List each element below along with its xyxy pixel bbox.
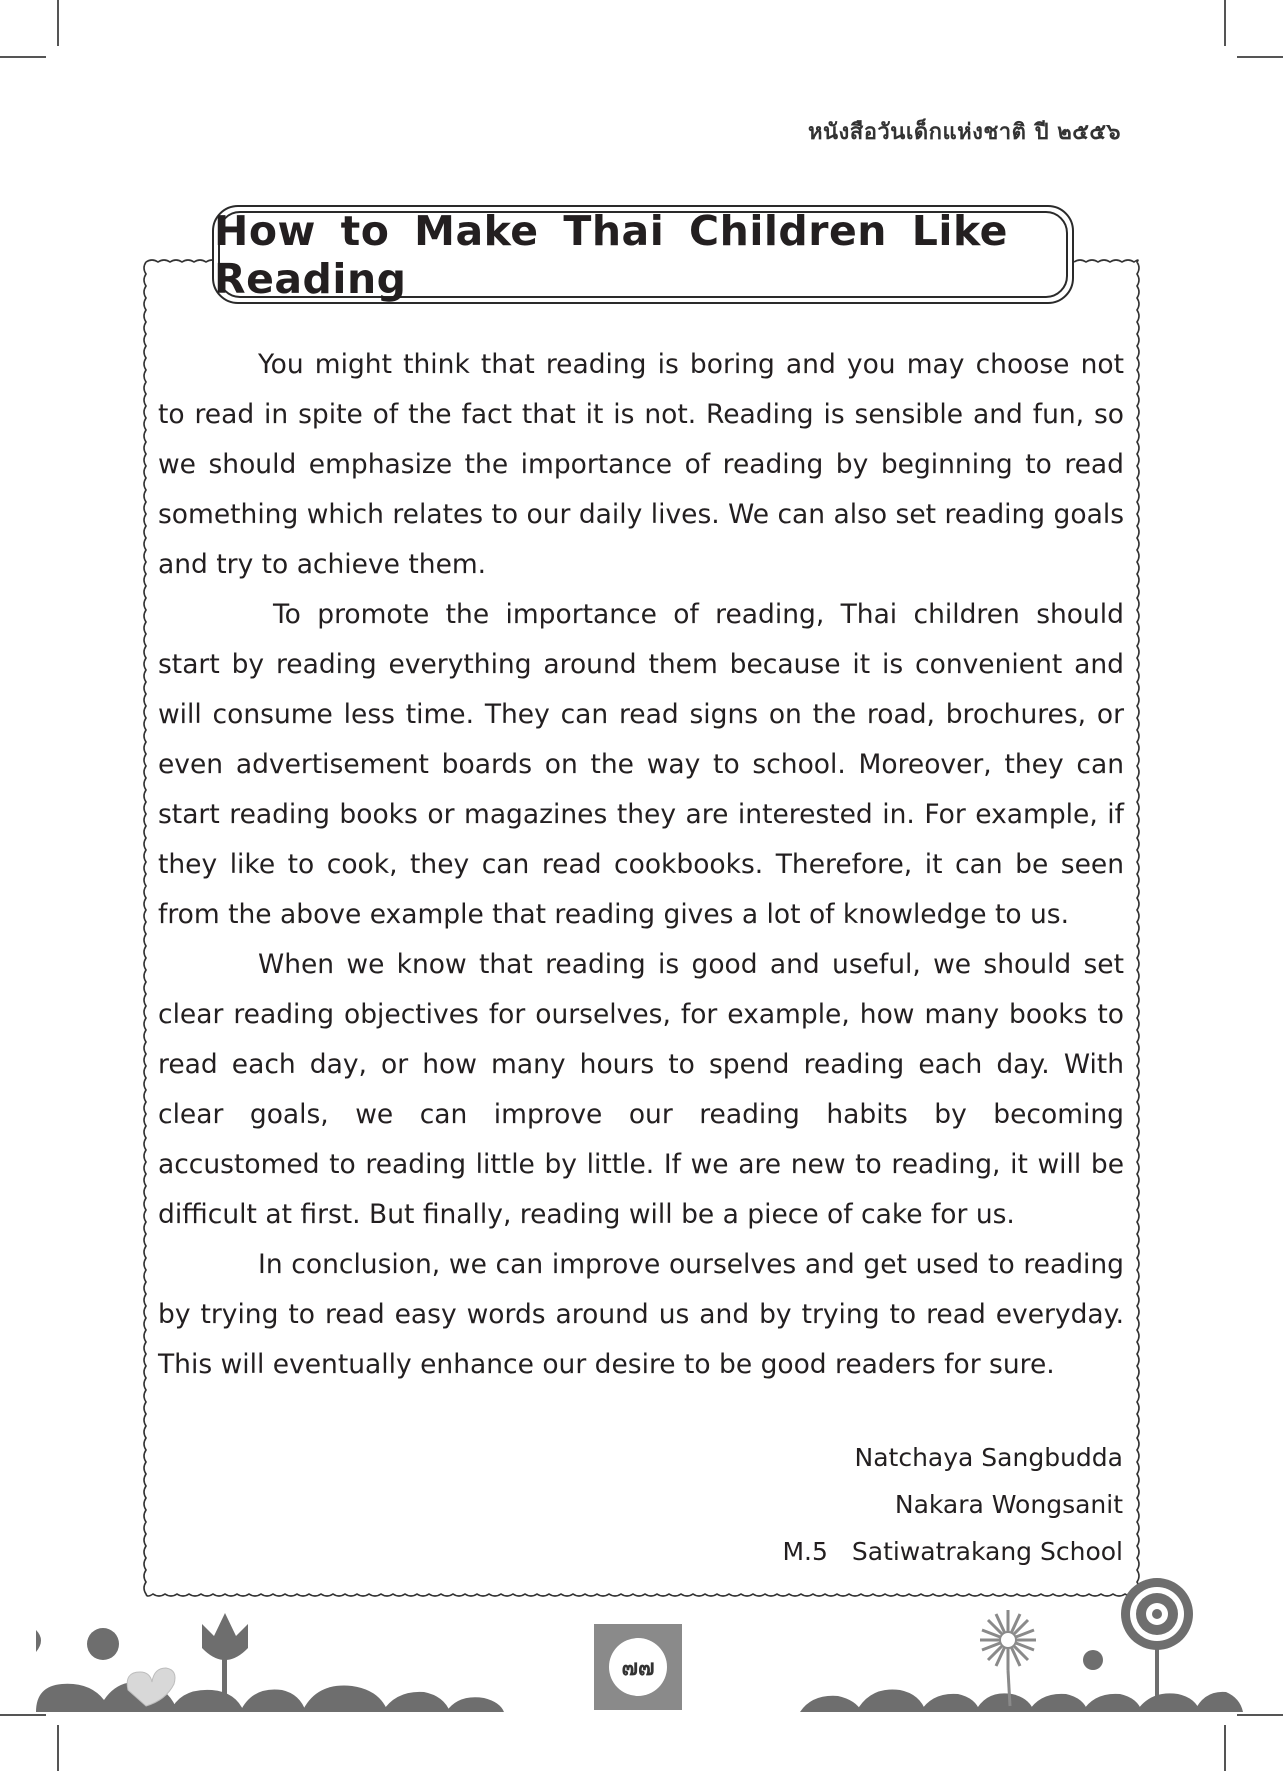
hill-shape bbox=[1136, 1693, 1200, 1712]
hill-shape bbox=[170, 1690, 244, 1712]
hill-shape bbox=[856, 1689, 926, 1712]
running-header: หนังสือวันเด็กแห่งชาติ ปี ๒๕๕๖ bbox=[808, 120, 1121, 145]
tulip-stem bbox=[222, 1655, 227, 1701]
sunflower-icon bbox=[1121, 1578, 1193, 1706]
hill-shape bbox=[1082, 1694, 1142, 1712]
tulip-flower-icon bbox=[202, 1613, 248, 1660]
hill-shape bbox=[446, 1697, 504, 1712]
page-number-box bbox=[594, 1624, 682, 1710]
school-name: Satiwatrakang School bbox=[851, 1537, 1123, 1566]
hill-shape bbox=[800, 1696, 862, 1712]
paragraph-2: To promote the importance of reading, Thai children should start by reading everything around them because it is convenient and will consume less time. They can read signs on the road, brochures, or even advertisement boards on the way to school. Moreover, they can start reading books or magazines they are interested in. For example, if they like to cook, they can read cookbooks. Therefore, it can be seen from the above example that reading gives a lot of knowledge to us. bbox=[158, 599, 1124, 930]
paragraph-4: In conclusion, we can improve ourselves and get used to reading by trying to read easy words around us and by trying to read everyday. This will eventually enhance our desire to be good readers for sure. bbox=[158, 1249, 1124, 1380]
spiky-flower-icon bbox=[980, 1610, 1036, 1706]
paragraph-1: You might think that reading is boring and you may choose not to read in spite of the fact that it is not. Reading is sensible and fun, so we should emphasize the importance of reading by beginning to read something which relates to our daily lives. We can also set reading goals and try to achieve them. bbox=[158, 349, 1124, 580]
article-title: How to Make Thai Children Like Reading bbox=[214, 206, 1008, 303]
author-name-1: Natchaya Sangbudda bbox=[854, 1443, 1123, 1472]
hill-shape bbox=[920, 1694, 980, 1712]
paragraph-3: When we know that reading is good and useful, we should set clear reading objectives for ourselves, for example, how many books to read each day, or how many hours to spend reading each day. With clear goals, we can improve our reading habits by becoming accustomed to reading little by little. If we are new to reading, it will be difficult at first. But finally, reading will be a piece of cake for us. bbox=[158, 949, 1124, 1230]
hill-shape bbox=[1028, 1694, 1088, 1712]
hill-shape bbox=[240, 1689, 306, 1712]
hill-shape bbox=[975, 1693, 1034, 1712]
hill-shape bbox=[382, 1692, 450, 1712]
hill-shape bbox=[1194, 1692, 1243, 1712]
page-number: ๗๗ bbox=[609, 1638, 667, 1696]
author-name-2: Nakara Wongsanit bbox=[894, 1490, 1123, 1519]
half-circle-shape bbox=[36, 1630, 41, 1652]
hill-shape bbox=[302, 1686, 388, 1712]
grade-level: M.5 bbox=[782, 1537, 828, 1566]
ball-shape bbox=[1083, 1650, 1103, 1670]
ball-shape bbox=[87, 1628, 119, 1660]
